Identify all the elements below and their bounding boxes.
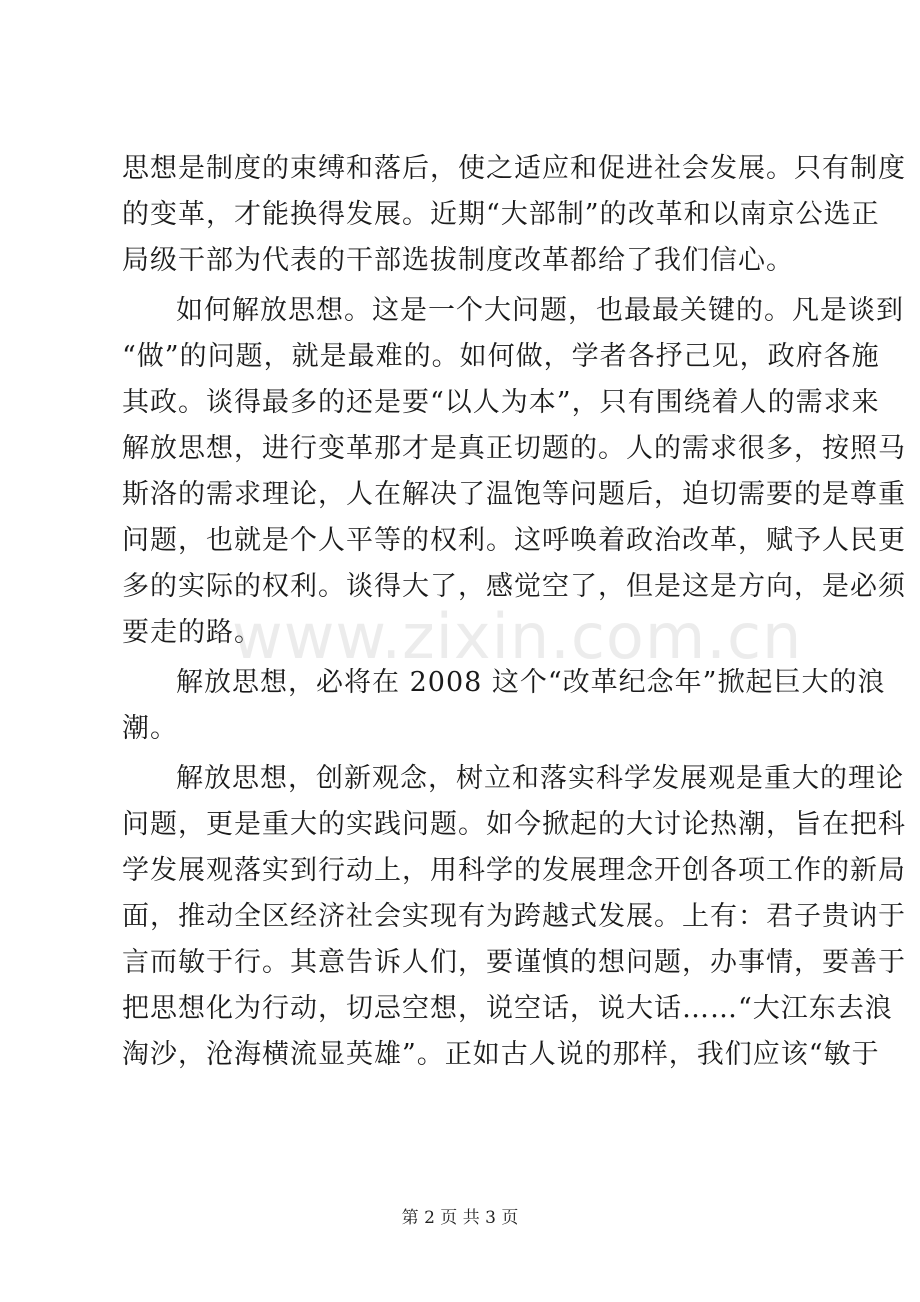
text-line: 解放思想，创新观念，树立和落实科学发展观是重大的理论 bbox=[176, 763, 904, 794]
text-line: 言而敏于行。其意告诉人们，要谨慎的想问题，办事情，要善于 bbox=[122, 947, 906, 978]
text-line: 淘沙，沧海横流显英雄”。正如古人说的那样，我们应该“敏于 bbox=[122, 1039, 880, 1070]
page-number: 第 2 页 共 3 页 bbox=[401, 1208, 519, 1228]
text-line: 问题，更是重大的实践问题。如今掀起的大讨论热潮，旨在把科 bbox=[122, 809, 906, 840]
watermark: www.zixin.com.cn bbox=[232, 600, 803, 673]
text-line: 潮。 bbox=[122, 713, 178, 744]
text-line: 多的实际的权利。谈得大了，感觉空了，但是这是方向，是必须 bbox=[122, 571, 906, 602]
text-line: 学发展观落实到行动上，用科学的发展理念开创各项工作的新局 bbox=[122, 855, 906, 886]
text-line: 斯洛的需求理论，人在解决了温饱等问题后，迫切需要的是尊重 bbox=[122, 479, 906, 510]
text-line: 面，推动全区经济社会实现有为跨越式发展。上有：君子贵讷于 bbox=[122, 901, 906, 932]
text-line: 思想是制度的束缚和落后，使之适应和促进社会发展。只有制度 bbox=[122, 153, 906, 184]
text-line: 其政。谈得最多的还是要“以人为本”，只有围绕着人的需求来 bbox=[122, 387, 880, 418]
text-line: 把思想化为行动，切忌空想，说空话，说大话……“大江东去浪 bbox=[122, 993, 893, 1024]
text-line: 要走的路。 bbox=[122, 617, 262, 648]
text-line: “做”的问题，就是最难的。如何做，学者各抒己见，政府各施 bbox=[122, 341, 880, 372]
text-line: 问题，也就是个人平等的权利。这呼唤着政治改革，赋予人民更 bbox=[122, 525, 906, 556]
text-line: 如何解放思想。这是一个大问题，也最最关键的。凡是谈到 bbox=[176, 295, 904, 326]
text-line: 解放思想，必将在 2008 这个“改革纪念年”掀起巨大的浪 bbox=[176, 667, 886, 698]
document-body bbox=[122, 146, 906, 1078]
text-line: 局级干部为代表的干部选拔制度改革都给了我们信心。 bbox=[122, 245, 794, 276]
text-line: 解放思想，进行变革那才是真正切题的。人的需求很多，按照马 bbox=[122, 433, 906, 464]
text-line: 的变革，才能换得发展。近期“大部制”的改革和以南京公选正 bbox=[122, 199, 880, 230]
